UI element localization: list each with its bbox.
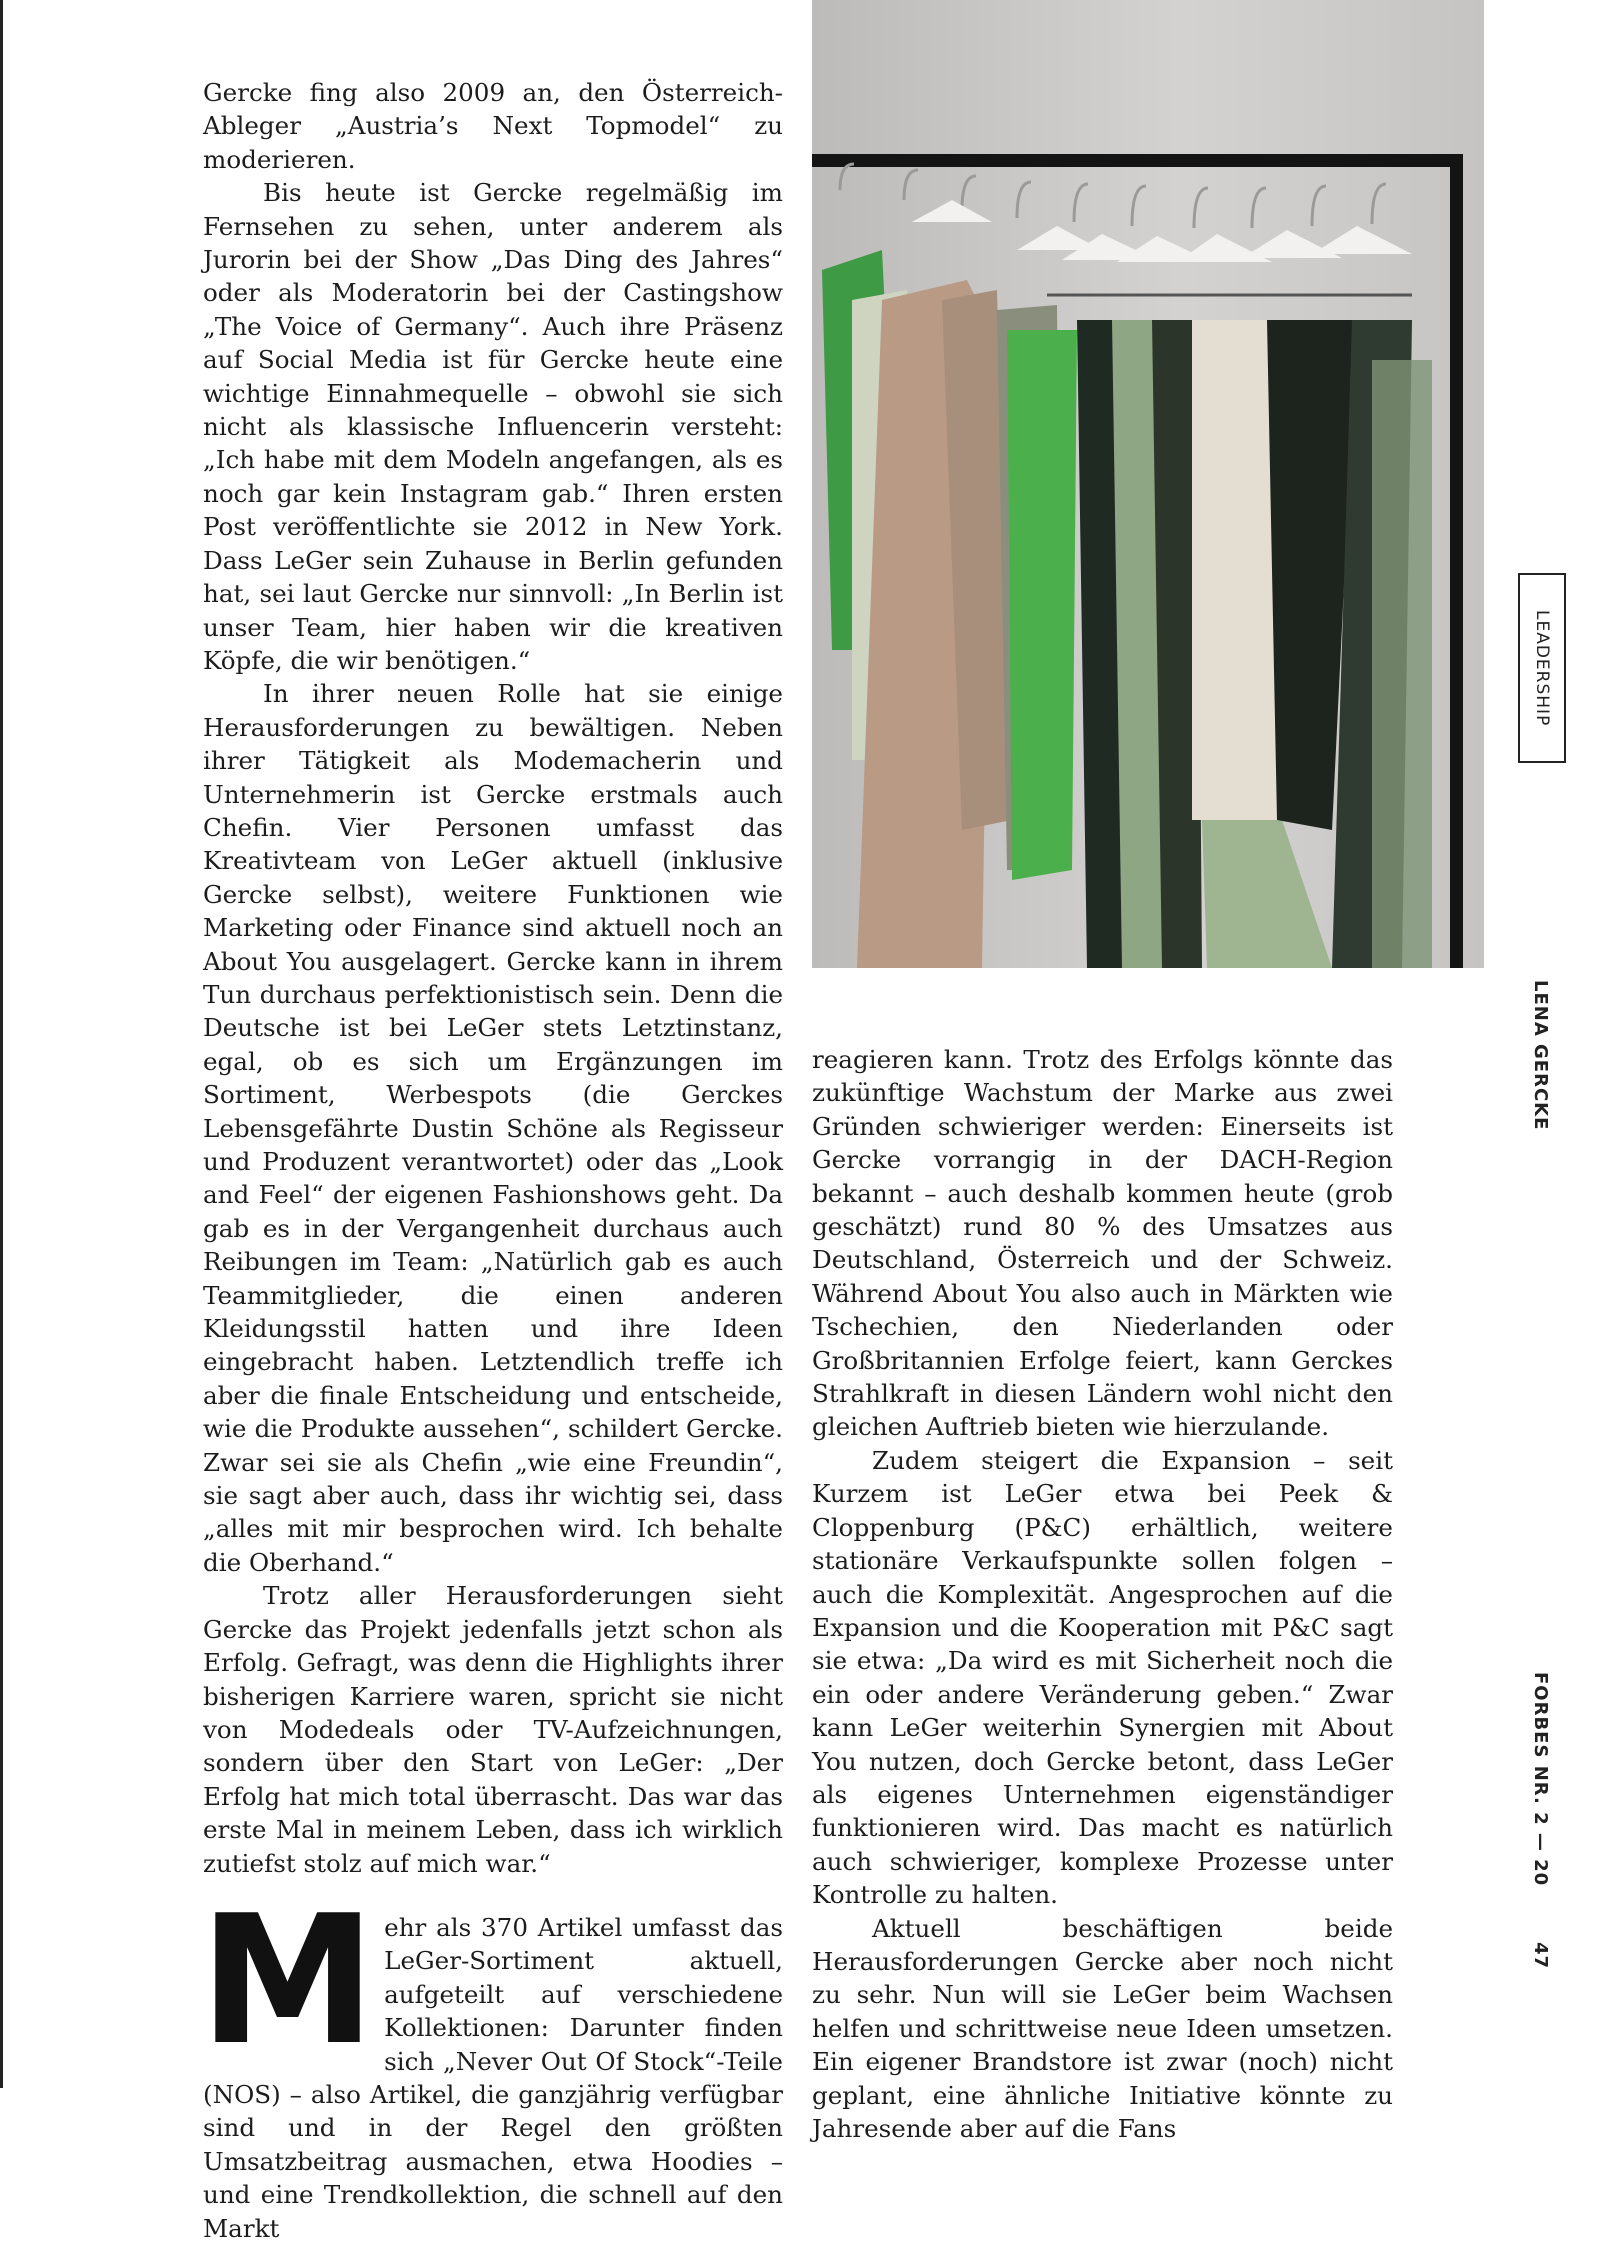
author-label: LENA GERCKE (1530, 980, 1551, 1131)
paragraph-1: Gercke fing also 2009 an, den Österreich-Ableger „Austria’s Next Topmodel“ zu moderieren. (203, 78, 783, 174)
paragraph-3: In ihrer neuen Rolle hat sie einige Herausforderungen zu bewältigen. Neben ihrer Tätigkeit als Modemacherin und Unternehmerin ist Gercke erstmals auch Chefin. Vier Personen umfasst das Kreativteam von LeGer aktuell (inklusive Gercke selbst), weitere Funktionen wie Marketing oder Finance sind aktuell noch an About You ausgelagert. Gercke kann in ihrem Tun durchaus perfektionistisch sein. Denn die Deutsche ist bei LeGer stets Letztinstanz, egal, ob es sich um Ergänzungen im Sortiment, Werbespots (die Gerckes Lebensgefährte Dustin Schöne als Regisseur und Produzent verantwortet) oder das „Look and Feel“ der eigenen Fashionshows geht. Da gab es in der Vergangenheit durchaus auch Reibungen im Team: „Natürlich gab es auch Teammitglieder, die einen anderen Kleidungsstil hatten und ihre Ideen eingebracht haben. Letztendlich treffe ich aber die finale Entscheidung und entscheide, wie die Produkte aussehen“, schildert Gercke. Zwar sei sie als Chefin „wie eine Freundin“, sie sagt aber auch, dass ihr wichtig sei, dass „alles mit mir besprochen wird. Ich behalte die Oberhand.“ (203, 679, 783, 1577)
page-number (1530, 1942, 1551, 1973)
paragraph-7: Zudem steigert die Expansion – seit Kurzem ist LeGer etwa bei Peek & Cloppenburg (P&C) erhältlich, weitere stationäre Verkaufspunkte sollen folgen – auch die Komplexität. Angesprochen auf die Expansion und die Kooperation mit P&C sagt sie etwa: „Da wird es mit Sicherheit noch die ein oder andere Veränderung geben.“ Zwar kann LeGer weiterhin Synergien mit About You nutzen, doch Gercke betont, dass LeGer als eigenes Unternehmen eigenständiger funktionieren wird. Das macht es natürlich auch schwieriger, komplexe Prozesse unter Kontrolle zu halten. (812, 1445, 1393, 1910)
page-number-label: 47 (1530, 1942, 1551, 1970)
issue-tag (1530, 1672, 1551, 1890)
author-tag (1530, 980, 1551, 1134)
section-tag (1518, 573, 1566, 763)
page-edge-line (0, 0, 3, 2088)
paragraph-2: Bis heute ist Gercke regelmäßig im Fernsehen zu sehen, unter anderem als Jurorin bei der Show „Das Ding des Jahres“ oder als Moderatorin bei der Castingshow „The Voice of Germany“. Auch ihre Präsenz auf Social Media ist für Gercke heute eine wichtige Einnahmequelle – obwohl sie sich nicht als klassische Influencerin versteht: „Ich habe mit dem Modeln angefangen, als es noch gar kein Instagram gab.“ Ihren ersten Post veröffentlichte sie 2012 in New York. Dass LeGer sein Zuhause in Berlin gefunden hat, sei laut Gercke nur sinnvoll: „In Berlin ist unser Team, hier haben wir die kreativen Köpfe, die wir benötigen.“ (203, 178, 783, 675)
text-column-left (199, 76, 783, 2245)
text-column-right (812, 1043, 1393, 2145)
drop-cap-letter: M (199, 1876, 377, 2084)
section-label: LEADERSHIP (1532, 609, 1552, 727)
paragraph-4: Trotz aller Herausforderungen sieht Gercke das Projekt jedenfalls jetzt schon als Erfolg. Gefragt, was denn die Highlights ihrer bisherigen Karriere waren, spricht sie nicht von Modedeals oder TV-Aufzeichnungen, sondern über den Start von LeGer: „Der Erfolg hat mich total überrascht. Das war das erste Mal in meinem Leben, dass ich wirklich zutiefst stolz auf mich war.“ (203, 1581, 783, 1878)
paragraph-6: reagieren kann. Trotz des Erfolgs könnte das zukünftige Wachstum der Marke aus zwei Gründen schwieriger werden: Einerseits ist Gercke vorrangig in der DACH-Region bekannt – auch deshalb kommen heute (grob geschätzt) rund 80 % des Umsatzes aus Deutschland, Österreich und der Schweiz. Während About You also auch in Märkten wie Tschechien, den Niederlanden oder Großbritannien Erfolge feiert, kann Gerckes Strahlkraft in diesen Ländern wohl nicht den gleichen Auftrieb bieten wie hierzulande. (812, 1045, 1393, 1442)
paragraph-8: Aktuell beschäftigen beide Herausforderungen Gercke aber noch nicht zu sehr. Nun will sie LeGer beim Wachsen helfen und schrittweise neue Ideen umsetzen. Ein eigener Brandstore ist zwar (noch) nicht geplant, eine ähnliche Initiative könnte zu Jahresende aber auf die Fans (812, 1913, 1393, 2143)
dropcap-paragraph-text: ehr als 370 Artikel umfasst das LeGer-Sortiment aktuell, aufgeteilt auf verschiedene Kollektionen: Darunter finden sich „Never Out Of Stock“-Teile (NOS) – also Artikel, die ganzjährig verfügbar sind und in der Regel den größten Umsatzbeitrag ausmachen, etwa Hoodies – und eine Trendkollektion, die schnell auf den Markt (203, 1912, 783, 2243)
issue-label: FORBES NR. 2 — 20 (1530, 1672, 1551, 1887)
dropcap-paragraph (199, 1876, 783, 2245)
clothing-rack-illustration (812, 0, 1484, 968)
clothing-rack-photo (812, 0, 1484, 968)
